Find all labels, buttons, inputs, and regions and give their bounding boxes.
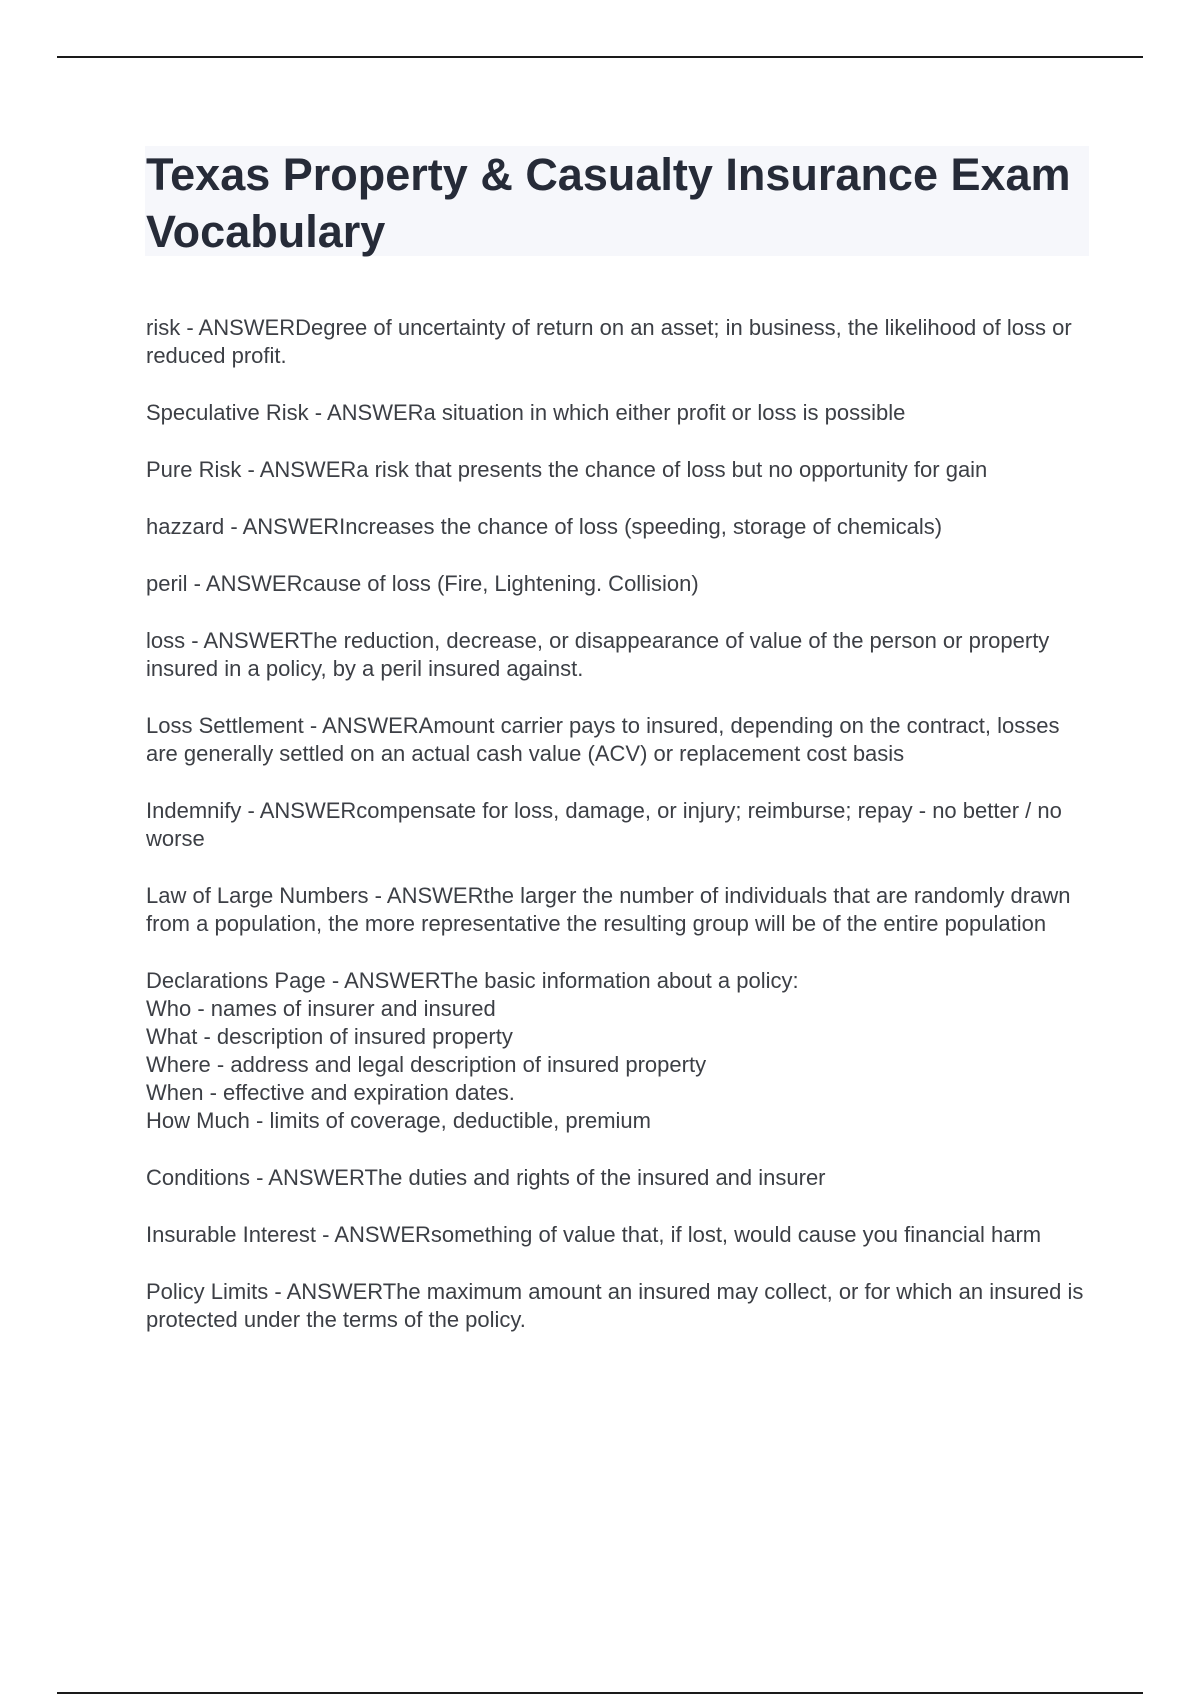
vocab-entry-policy-limits: Policy Limits - ANSWERThe maximum amount an insured may collect, or for which an insured is protected under the terms of the policy. <box>146 1279 1084 1332</box>
vocab-entry-loss-settlement: Loss Settlement - ANSWERAmount carrier pays to insured, depending on the contract, losses are generally settled on an actual cash value (ACV) or replacement cost basis <box>146 713 1060 766</box>
vocab-entry-indemnify: Indemnify - ANSWERcompensate for loss, damage, or injury; reimburse; repay - no better / no worse <box>146 798 1062 851</box>
vocab-entry-pure-risk: Pure Risk - ANSWERa risk that presents the chance of loss but no opportunity for gain <box>146 457 988 482</box>
vocab-entry-insurable-interest: Insurable Interest - ANSWERsomething of value that, if lost, would cause you financial harm <box>146 1222 1042 1247</box>
vocab-entry-risk: risk - ANSWERDegree of uncertainty of return on an asset; in business, the likelihood of loss or reduced profit. <box>146 315 1072 368</box>
vocab-entry-hazzard: hazzard - ANSWERIncreases the chance of loss (speeding, storage of chemicals) <box>146 514 943 539</box>
vocab-entry-conditions: Conditions - ANSWERThe duties and rights of the insured and insurer <box>146 1165 826 1190</box>
bottom-divider <box>57 1692 1143 1694</box>
vocab-entry-peril: peril - ANSWERcause of loss (Fire, Lightening. Collision) <box>146 571 699 596</box>
page-title: Texas Property & Casualty Insurance Exam Vocabulary <box>146 149 1071 257</box>
vocab-entry-declarations-page: Declarations Page - ANSWERThe basic information about a policy: Who - names of insurer and insured What - description of insured property Where - address and legal description of insured property When - effective and expiration dates. How Much - limits of coverage, deductible, premium <box>146 968 799 1133</box>
vocab-entry-speculative-risk: Speculative Risk - ANSWERa situation in which either profit or loss is possible <box>146 400 906 425</box>
vocab-entry-law-of-large-numbers: Law of Large Numbers - ANSWERthe larger the number of individuals that are randomly drawn from a population, the more representative the resulting group will be of the entire population <box>146 883 1071 936</box>
vocab-entry-loss: loss - ANSWERThe reduction, decrease, or disappearance of value of the person or property insured in a policy, by a peril insured against. <box>146 628 1050 681</box>
vocabulary-list <box>146 314 1091 1363</box>
top-divider <box>57 56 1143 58</box>
